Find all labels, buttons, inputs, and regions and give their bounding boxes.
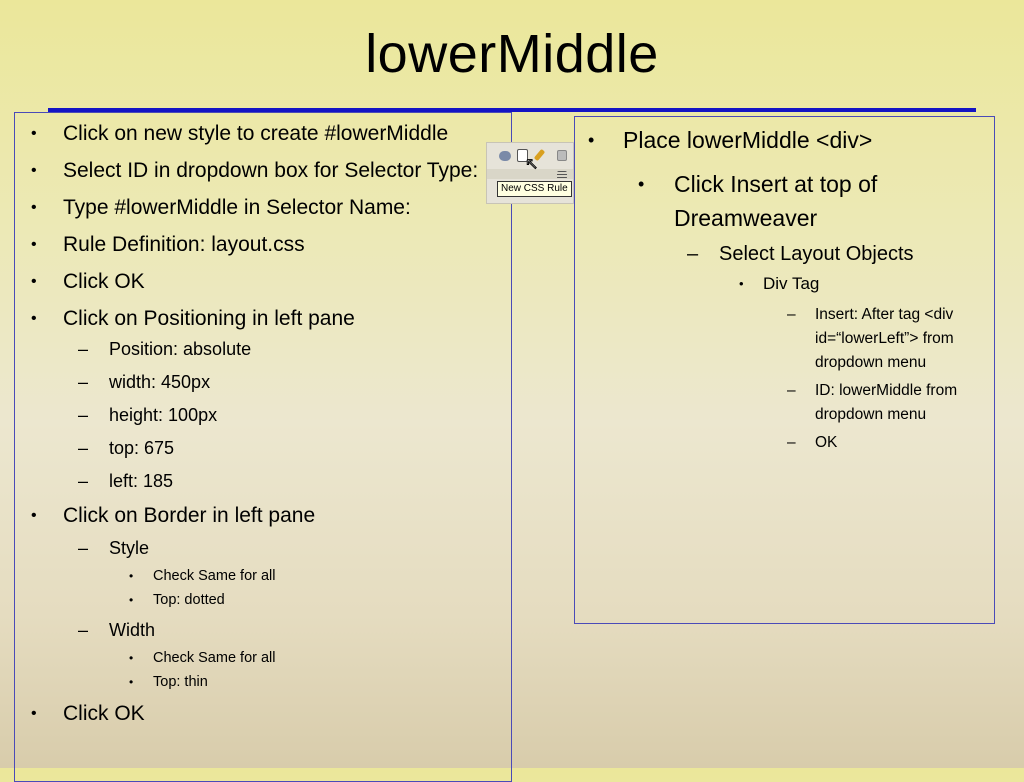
left-item: • Type #lowerMiddle in Selector Name:	[31, 196, 411, 219]
right-level4-item: • Div Tag	[739, 274, 820, 293]
left-subitem: – left: 185	[78, 471, 174, 491]
left-item: • Select ID in dropdown box for Selector Type:	[31, 159, 479, 182]
left-subitem: – Position: absolute	[78, 339, 252, 359]
left-list	[15, 121, 511, 727]
left-item: • Click on Positioning in left pane	[31, 307, 355, 330]
list-icon	[557, 171, 567, 179]
left-item: • Click OK	[31, 702, 145, 725]
mouse-cursor-icon: ↖	[525, 156, 539, 173]
left-subitem: – Style	[78, 538, 150, 558]
slide-title: lowerMiddle	[365, 24, 659, 84]
left-subitem: – top: 675	[78, 438, 175, 458]
right-level5-item: – ID: lowerMiddle from dropdown menu	[787, 382, 958, 423]
left-subsubitem: • Top: thin	[129, 674, 208, 690]
css-toolbar-snippet	[486, 142, 574, 204]
right-list	[575, 125, 994, 455]
right-level5-item: – OK	[787, 434, 838, 451]
left-subsubitem: • Check Same for all	[129, 650, 276, 666]
delete-icon	[557, 150, 567, 161]
right-subitem: • Click Insert at top of Dreamweaver	[638, 171, 878, 231]
left-item: • Click on Border in left pane	[31, 504, 316, 527]
left-subitem: – height: 100px	[78, 405, 218, 425]
left-subitem: – width: 450px	[78, 372, 211, 392]
left-item: • Click on new style to create #lowerMiddle	[31, 122, 449, 145]
right-subsubitem: – Select Layout Objects	[687, 243, 914, 265]
right-panel	[574, 116, 995, 624]
left-subsubitem: • Check Same for all	[129, 568, 276, 584]
left-panel	[14, 112, 512, 782]
right-item: • Place lowerMiddle <div>	[588, 127, 873, 153]
right-level5-item: – Insert: After tag <div id=“lowerLeft”> from dropdown menu	[787, 306, 954, 371]
left-subitem: – Width	[78, 620, 156, 640]
left-item: • Rule Definition: layout.css	[31, 233, 305, 256]
tooltip: New CSS Rule	[497, 181, 572, 197]
link-styles-icon	[499, 151, 511, 161]
left-item: • Click OK	[31, 270, 145, 293]
left-subsubitem: • Top: dotted	[129, 592, 225, 608]
